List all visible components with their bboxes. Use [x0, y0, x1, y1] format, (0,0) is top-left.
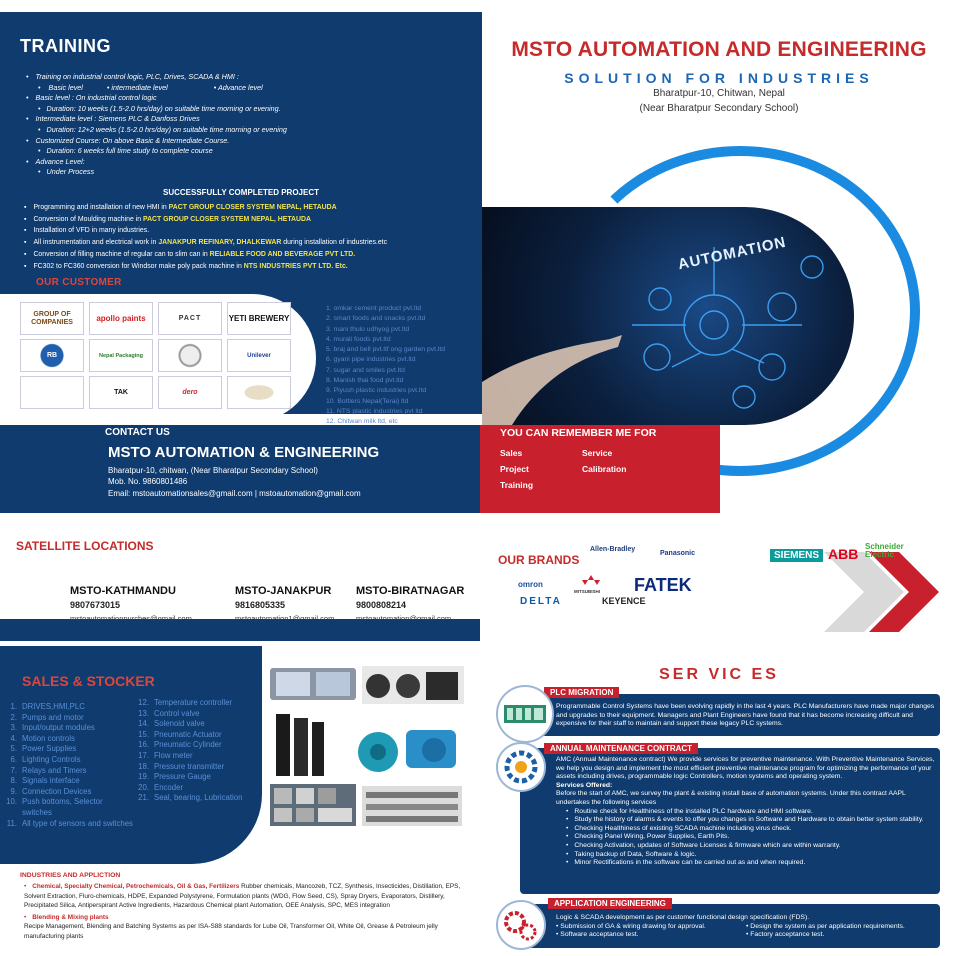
industry-detail: Rubber chemicals, Mancozeb, TCZ, Synthesis, Insecticides, Distillation, EPS, Solvent Extraction, Fluro-chemicals, HDPE, Expanded Polystyrene, Formulation plants (WDG, Flow Seed, CS), Spray Dryers, Evaporators, Distillery, Precipitated Silica, Antiperspirant Active Ingredients, Hazardous Chemical plant Automation, OEE Analysis, SPC, MES integration — [24, 883, 461, 910]
amc-bullet: • Checking Panel Wiring, Power Supplies, Earth Pits. — [566, 833, 936, 842]
sales-item-text: Relays and Timers — [22, 765, 87, 775]
plc-hardware-icon — [498, 687, 552, 741]
project-text: Programming and installation of new HMI in — [33, 204, 169, 211]
training-item: • Under Process — [26, 167, 466, 178]
gears-icon — [498, 902, 544, 948]
branch-biratnagar — [356, 585, 478, 623]
automation-graphic — [482, 207, 854, 425]
industry-heading: Chemical, Specialty Chemical, Petrochemicals, Oil & Gas, Fertilizers — [32, 883, 240, 890]
project-client: RELIABLE FOOD AND BEVERAGE PVT LTD. — [209, 250, 356, 258]
contact-email[interactable]: Email: mstoautomationsales@gmail.com | mstoautomation@gmail.com — [108, 489, 361, 498]
sales-item-text: Temperature controller — [154, 698, 233, 707]
branch-phone: 9816805335 — [235, 600, 286, 610]
sales-item-text: Pneumatic Cylinder — [154, 740, 222, 750]
industry-item — [24, 913, 464, 942]
projects-list — [24, 202, 474, 272]
sales-item-text: Lighting Controls — [22, 754, 81, 764]
project-text: All instrumentation and electrical work in — [33, 239, 159, 247]
app-bullet-row — [556, 931, 936, 940]
level-advance: • Advance level — [213, 82, 263, 92]
plc-migration-text: Programmable Control Systems have been evolving rapidly in the last 4 years. PLC Manufacturers have made major changes and upgrades to their equipment. Managers and Plant Engineers have found that it has become increasing difficult and expensive for their staff to maintain and support these legacy PLC systems. — [556, 703, 935, 728]
sales-item-number: 13. — [138, 708, 149, 718]
industries-title: INDUSTRIES AND APPLICTION — [20, 872, 121, 879]
level-basic: Basic level — [48, 82, 83, 92]
automation-label: AUTOMATION — [676, 233, 788, 274]
remember-item: Calibration — [582, 464, 627, 474]
sales-item — [4, 723, 134, 734]
sales-item-text: All type of sensors and switches — [22, 818, 133, 828]
customer-item: 2. smart foods and snacks pvt.ltd — [326, 315, 426, 323]
amc-bullet: • Checking Healthiness of existing SCADA machine including virus check. — [566, 825, 936, 834]
project-item — [24, 214, 474, 226]
sales-item — [136, 783, 248, 794]
sales-item — [136, 719, 248, 730]
company-address-landmark: (Near Bharatpur Secondary School) — [639, 103, 799, 114]
app-engineering-body — [556, 914, 936, 940]
remember-item: Project — [500, 464, 529, 474]
project-text: Conversion of Moulding machine in — [33, 215, 143, 223]
sales-item-number: 3. — [10, 723, 17, 733]
industry-heading: Blending & Mixing plants — [32, 913, 109, 921]
sales-item-number: 2. — [10, 712, 17, 722]
sales-item — [4, 776, 134, 787]
brand-allen-bradley: Allen-Bradley — [590, 546, 636, 553]
contact-mobile: Mob. No. 9860801486 — [108, 477, 188, 486]
sales-item — [136, 751, 248, 762]
sales-item — [4, 819, 134, 830]
project-text: Conversion of filling machine of regular can to slim can in — [33, 250, 210, 258]
app-engineering-icon — [496, 900, 546, 950]
brand-abb: ABB — [828, 546, 859, 562]
sales-item — [136, 793, 248, 804]
customer-item: 6. gyani pipe industries pvt.ltd — [326, 356, 416, 364]
customer-logo: TAK — [89, 376, 153, 409]
customer-item: 8. Manish thai food pvt.ltd — [326, 377, 404, 385]
training-item: • Customized Course: On above Basic & Intermediate Course. — [26, 136, 466, 147]
customer-item: 3. mani thulo udhyog pvt.ltd — [326, 325, 410, 333]
sales-item — [4, 797, 134, 818]
sales-panel — [0, 646, 262, 864]
project-text-tail: during installation of industries.etc — [281, 239, 388, 247]
customer-logo — [20, 376, 84, 409]
training-title: TRAINING — [20, 36, 111, 56]
amc-before: Before the start of AMC, we survey the plant & existing install base of automation systems. Under this contract AAPL undertakes the following services — [556, 790, 906, 806]
sales-item — [4, 787, 134, 798]
training-item: • Advance Level: — [26, 157, 466, 168]
sales-item-number: 4. — [10, 733, 17, 743]
sales-item — [4, 734, 134, 745]
customer-item: 9. Piyush plastic industries pvt.ltd — [326, 387, 427, 395]
contact-company: MSTO AUTOMATION & ENGINEERING — [108, 444, 380, 461]
branch-name: MSTO-JANAKPUR — [235, 585, 332, 597]
projects-title: SUCCESSFULLY COMPLETED PROJECT — [162, 188, 320, 197]
project-client: NTS INDUSTRIES PVT LTD. Etc. — [243, 262, 348, 270]
remember-item: Service — [582, 448, 613, 458]
customer-item: 1. omkar cement product pvt.ltd — [326, 305, 422, 312]
brand-schneider: Schneider Electric — [865, 542, 904, 559]
amc-bullet: • Checking Activation, updates of Software Licenses & firmware which are within warranty. — [566, 842, 936, 851]
customer-logo: Unilever — [227, 339, 291, 372]
sales-item — [4, 713, 134, 724]
app-bullet-text: Design the system as per application requirements. — [750, 922, 905, 930]
sales-item-text: Encoder — [154, 782, 184, 792]
app-engineering-text: Logic & SCADA development as per customer functional design specification (FDS). — [556, 914, 810, 921]
sales-item-text: Seal, bearing, Lubrication — [154, 793, 243, 803]
project-client: PACT GROUP CLOSER SYSTEM NEPAL, HETAUDA — [143, 215, 311, 223]
remember-item: Sales — [500, 448, 523, 458]
app-bullet-text: Submission of GA & wiring drawing for approval. — [560, 922, 706, 930]
sales-item-number: 19. — [138, 772, 149, 782]
sales-item-text: Solenoid valve — [154, 719, 205, 729]
amc-bullet: • Study the history of alarms & events to offer you changes in Software and Hardware to obtain better system stability. — [566, 816, 936, 825]
training-list — [26, 72, 466, 178]
sales-item-number: 20. — [138, 782, 149, 792]
sales-item — [136, 709, 248, 720]
services-title: SER VIC ES — [659, 666, 779, 683]
sales-item-number: 6. — [10, 754, 17, 764]
brand-delta: DELTA — [520, 596, 562, 607]
contact-heading: CONTACT US — [105, 427, 170, 438]
amc-bullet: • Taking backup of Data, Software & logic. — [566, 851, 936, 860]
customer-item: 4. murali foods pvt.ltd — [326, 335, 391, 343]
app-bullet-row — [556, 923, 936, 932]
sales-item-text: Pumps and motor — [22, 712, 84, 722]
customer-logo-grid — [20, 302, 293, 409]
customer-item: 11. NTS plastic industries pvt ltd — [326, 407, 423, 415]
sales-item-text: Connection Devices — [22, 786, 92, 796]
sales-title: SALES & STOCKER — [22, 673, 155, 689]
contact-address: Bharatpur-10, chitwan, (Near Bharatpur Secondary School) — [108, 466, 318, 475]
sales-item-text: DRIVES,HMI,PLC — [22, 702, 85, 711]
amc-tab: ANNUAL MAINTENANCE CONTRACT — [544, 743, 698, 754]
training-levels — [26, 83, 466, 94]
app-engineering-tab: APPLICATION ENGINEERING — [548, 898, 672, 909]
app-engineering-panel — [520, 904, 940, 948]
sales-item-text: Push bottoms, Selector switches — [22, 797, 103, 817]
customer-list — [326, 304, 486, 428]
project-item — [24, 225, 474, 237]
sales-item — [136, 772, 248, 783]
sales-item-text: Control valve — [154, 708, 200, 718]
training-item: • Intermediate level : Siemens PLC & Danfoss Drives — [26, 114, 466, 125]
company-title: MSTO AUTOMATION AND ENGINEERING — [511, 38, 927, 61]
sales-item — [136, 740, 248, 751]
app-bullet: • Software acceptance test. — [556, 931, 639, 939]
amc-intro: AMC (Annual Maintenance contract) We provide services for preventive maintenance. With Preventive Maintenance Services, we help you design and implement the most efficient preventive maintenance program for optimizing the performance of your assets including drives, programmable logic Controllers, motion systems and operating system. — [556, 756, 935, 781]
satellite-title: SATELLITE LOCATIONS — [16, 539, 154, 553]
branch-kathmandu — [70, 585, 230, 623]
sales-item — [4, 766, 134, 777]
sales-item-number: 14. — [138, 719, 149, 729]
sales-item-text: Signals interface — [22, 776, 80, 786]
sales-item-number: 7. — [10, 765, 17, 775]
amc-panel — [520, 748, 940, 894]
training-item: • Duration: 6 weeks full time study to complete course — [26, 146, 466, 157]
sales-item-number: 18. — [138, 761, 149, 771]
brand-siemens: SIEMENS — [770, 549, 823, 562]
customer-logo — [227, 376, 291, 409]
brand-mitsubishi: MITSUBISHI — [574, 589, 601, 594]
amc-icon — [496, 742, 546, 792]
level-intermediate: • intermediate level — [106, 82, 168, 92]
customer-logo: YETI BREWERY — [227, 302, 291, 335]
sales-item — [4, 744, 134, 755]
app-bullet: • Submission of GA & wiring drawing for approval. — [556, 922, 706, 930]
company-address: Bharatpur-10, Chitwan, Nepal — [653, 88, 785, 99]
gear-icon — [498, 744, 544, 790]
project-client: JANAKPUR REFINARY, DHALKEWAR — [158, 239, 282, 247]
level-intermediate-text: intermediate level — [111, 82, 168, 92]
sales-item-number: 15. — [138, 729, 149, 739]
products-collage-image — [266, 664, 466, 830]
project-item — [24, 237, 474, 249]
sales-item-number: 21. — [138, 793, 149, 803]
plc-migration-panel — [520, 694, 940, 736]
customer-logo: dero — [158, 376, 222, 409]
sales-item-number: 5. — [10, 744, 17, 754]
industries-list — [24, 882, 464, 942]
sales-item — [136, 698, 248, 709]
sales-item-text: Pneumatic Actuator — [154, 729, 222, 739]
customer-title: OUR CUSTOMER — [36, 277, 122, 288]
sales-item-number: 16. — [138, 740, 149, 750]
sales-item — [136, 762, 248, 773]
industry-detail: Recipe Management, Blending and Batching Systems as per ISA-S88 standards for Lube Oil, Transformer Oil, White Oil, Grease & Petroleum jelly manufacturing plants — [24, 923, 438, 940]
training-item: • Basic level : On industrial control logic — [26, 93, 466, 104]
amc-bullet: • Routine check for Healthiness of the installed PLC hardware and HMI software. — [566, 808, 936, 817]
branch-name: MSTO-KATHMANDU — [70, 585, 176, 597]
contact-box — [0, 425, 480, 513]
sales-item-number: 1. — [10, 702, 17, 711]
project-item — [24, 202, 474, 214]
sales-item-number: 17. — [138, 750, 149, 760]
company-tagline: SOLUTION FOR INDUSTRIES — [564, 70, 874, 86]
amc-bullets — [556, 808, 936, 868]
amc-bullet: • Minor Rectifications in the software can be carried out as and when required. — [566, 859, 936, 868]
industry-item — [24, 882, 464, 911]
project-text: Installation of VFD in many industries. — [33, 227, 150, 235]
project-text: FC302 to FC360 conversion for Windsor make poly pack machine in — [33, 262, 244, 270]
sales-list-1 — [4, 702, 134, 829]
branch-phone: 9800808214 — [356, 600, 407, 610]
customer-logo: GROUP OF COMPANIES — [20, 302, 84, 335]
training-panel — [0, 12, 482, 426]
sales-item — [4, 702, 134, 713]
sales-item-text: Motion controls — [22, 733, 75, 743]
remember-item: Training — [500, 480, 534, 490]
sales-item-number: 9. — [10, 786, 17, 796]
app-bullet-text: Software acceptance test. — [560, 931, 639, 939]
sales-item-number: 8. — [10, 776, 17, 786]
brand-fatek: FATEK — [634, 575, 692, 595]
customer-item: 5. braj and bell pvt.ltf ong garden pvt.ltd — [326, 346, 446, 354]
customer-item: 7. sugar and smiles pvt.ltd — [326, 366, 405, 374]
project-client: PACT GROUP CLOSER SYSTEM NEPAL, HETAUDA — [168, 204, 337, 211]
customer-logo: RB — [20, 339, 84, 372]
contact-strip — [0, 425, 720, 513]
sales-item — [136, 730, 248, 741]
remember-heading: YOU CAN REMEMBER ME FOR — [500, 427, 657, 439]
sales-item-text: Pressure transmitter — [154, 761, 225, 771]
customer-item: 12. Chitwan milk ltd, etc — [326, 418, 398, 426]
sales-item-number: 12. — [138, 698, 149, 707]
brand-omron: omron — [518, 580, 543, 589]
project-item — [24, 261, 474, 273]
training-item: • Training on industrial control logic, PLC, Drives, SCADA & HMI : — [26, 72, 466, 83]
branch-janakpur — [235, 585, 355, 623]
customer-item: 10. Bottlers Nepal(Terai) ltd — [326, 397, 409, 405]
sales-item-text: Pressure Gauge — [154, 772, 211, 782]
level-advance-text: Advance level — [218, 82, 263, 92]
customer-logo — [158, 339, 222, 372]
brands-area — [484, 534, 960, 644]
amc-offered: Services Offered: — [556, 781, 613, 789]
brand-panasonic: Panasonic — [660, 550, 696, 557]
training-item: • Duration: 10 weeks (1.5-2.0 hrs/day) on suitable time morning or evening. — [26, 104, 466, 115]
automation-banner-image — [482, 207, 854, 425]
brands-title: OUR BRANDS — [498, 553, 580, 567]
sales-item-text: Flow meter — [154, 750, 193, 760]
sales-list-2 — [136, 698, 248, 804]
brand-keyence: KEYENCE — [602, 596, 646, 606]
customer-logo: PACT — [158, 302, 222, 335]
app-bullet-text: Factory acceptance test. — [750, 931, 825, 939]
satellite-bar — [0, 619, 480, 641]
project-item — [24, 249, 474, 261]
plc-migration-icon — [496, 685, 554, 743]
sales-item-number: 11. — [6, 818, 17, 828]
app-bullet: • Factory acceptance test. — [746, 931, 825, 939]
amc-panel-body — [556, 756, 936, 868]
branch-name: MSTO-BIRATNAGAR — [356, 585, 465, 597]
customer-logo: Nepal Packaging — [89, 339, 153, 372]
customer-logo: apollo paints — [89, 302, 153, 335]
sales-item-text: Input/output modules — [22, 723, 95, 733]
sales-item-text: Power Supplies — [22, 744, 77, 754]
customer-logo-area — [0, 294, 316, 422]
sales-item — [4, 755, 134, 766]
branch-phone: 9807673015 — [70, 600, 121, 610]
sales-item-number: 10. — [6, 797, 17, 807]
plc-migration-tab: PLC MIGRATION — [544, 687, 619, 698]
app-bullet: • Design the system as per application requirements. — [746, 922, 905, 930]
training-item: • Duration: 12+2 weeks (1.5-2.0 hrs/day) on suitable time morning or evening — [26, 125, 466, 136]
